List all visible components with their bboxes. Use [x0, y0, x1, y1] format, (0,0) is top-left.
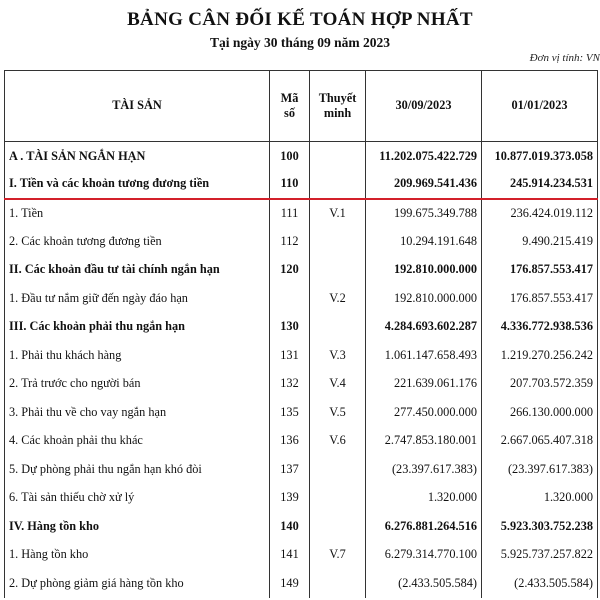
row-note	[310, 455, 366, 484]
row-code: 110	[270, 170, 310, 199]
row-code: 120	[270, 256, 310, 285]
row-note	[310, 484, 366, 513]
row-label: 1. Tiền	[5, 199, 270, 228]
row-label: 2. Các khoản tương đương tiền	[5, 227, 270, 256]
row-code: 141	[270, 541, 310, 570]
row-value-prior: 10.877.019.373.058	[482, 142, 598, 171]
row-code: 139	[270, 484, 310, 513]
table-row	[5, 484, 598, 513]
header-period-prior: 01/01/2023	[482, 71, 598, 142]
header-code	[270, 71, 310, 142]
header-note	[310, 71, 366, 142]
row-value-current: (2.433.505.584)	[366, 569, 482, 598]
balance-sheet-table	[4, 70, 598, 598]
row-note	[310, 142, 366, 171]
row-code: 140	[270, 512, 310, 541]
row-value-prior: (2.433.505.584)	[482, 569, 598, 598]
table-row	[5, 284, 598, 313]
row-code: 111	[270, 199, 310, 228]
row-value-current: 6.279.314.770.100	[366, 541, 482, 570]
currency-unit: Đơn vị tính: VN	[529, 52, 600, 64]
row-label: 6. Tài sản thiếu chờ xử lý	[5, 484, 270, 513]
row-note: V.7	[310, 541, 366, 570]
row-label: 5. Dự phòng phải thu ngắn hạn khó đòi	[5, 455, 270, 484]
row-code: 112	[270, 227, 310, 256]
header-code-line1: Mã	[280, 90, 299, 105]
table-row	[5, 427, 598, 456]
row-value-current: 1.061.147.658.493	[366, 341, 482, 370]
row-note: V.6	[310, 427, 366, 456]
row-note	[310, 227, 366, 256]
row-code: 100	[270, 142, 310, 171]
row-value-current: 277.450.000.000	[366, 398, 482, 427]
row-value-current: 221.639.061.176	[366, 370, 482, 399]
row-label: 1. Đầu tư nắm giữ đến ngày đáo hạn	[5, 284, 270, 313]
row-value-prior: 176.857.553.417	[482, 284, 598, 313]
row-note	[310, 512, 366, 541]
row-value-prior: 236.424.019.112	[482, 199, 598, 228]
report-title: BẢNG CÂN ĐỐI KẾ TOÁN HỢP NHẤT	[127, 9, 473, 30]
row-value-prior: 5.923.303.752.238	[482, 512, 598, 541]
row-label: 4. Các khoản phải thu khác	[5, 427, 270, 456]
table-body	[5, 142, 598, 598]
table-row	[5, 370, 598, 399]
row-code: 135	[270, 398, 310, 427]
row-label: 2. Dự phòng giảm giá hàng tồn kho	[5, 569, 270, 598]
row-value-current: (23.397.617.383)	[366, 455, 482, 484]
row-code: 130	[270, 313, 310, 342]
row-value-prior: 266.130.000.000	[482, 398, 598, 427]
row-label: 3. Phải thu về cho vay ngắn hạn	[5, 398, 270, 427]
row-value-prior: 1.219.270.256.242	[482, 341, 598, 370]
row-value-current: 209.969.541.436	[366, 170, 482, 199]
row-value-prior: 245.914.234.531	[482, 170, 598, 199]
row-label: 1. Hàng tồn kho	[5, 541, 270, 570]
row-label: II. Các khoản đầu tư tài chính ngắn hạn	[5, 256, 270, 285]
header-code-line2: số	[284, 106, 295, 120]
row-code: 131	[270, 341, 310, 370]
row-note: V.5	[310, 398, 366, 427]
table-header-row	[5, 71, 598, 142]
table-row	[5, 569, 598, 598]
report-date: Tại ngày 30 tháng 09 năm 2023	[209, 35, 391, 50]
row-label: 2. Trả trước cho người bán	[5, 370, 270, 399]
table-row	[5, 313, 598, 342]
row-value-current: 2.747.853.180.001	[366, 427, 482, 456]
row-value-prior: 176.857.553.417	[482, 256, 598, 285]
row-value-current: 192.810.000.000	[366, 256, 482, 285]
row-note	[310, 313, 366, 342]
row-value-prior: (23.397.617.383)	[482, 455, 598, 484]
row-label: IV. Hàng tồn kho	[5, 512, 270, 541]
table-row	[5, 398, 598, 427]
row-note	[310, 569, 366, 598]
row-value-prior: 2.667.065.407.318	[482, 427, 598, 456]
row-code: 149	[270, 569, 310, 598]
row-value-prior: 207.703.572.359	[482, 370, 598, 399]
header-note-line1: Thuyết	[318, 90, 357, 105]
table-row	[5, 341, 598, 370]
row-value-current: 11.202.075.422.729	[366, 142, 482, 171]
table-row	[5, 455, 598, 484]
row-note: V.3	[310, 341, 366, 370]
header-note-line2: minh	[323, 106, 352, 120]
row-value-prior: 5.925.737.257.822	[482, 541, 598, 570]
row-value-prior: 9.490.215.419	[482, 227, 598, 256]
row-code: 132	[270, 370, 310, 399]
row-value-prior: 4.336.772.938.536	[482, 313, 598, 342]
row-note: V.4	[310, 370, 366, 399]
row-value-current: 192.810.000.000	[366, 284, 482, 313]
table-row	[5, 227, 598, 256]
row-note: V.2	[310, 284, 366, 313]
table-row	[5, 541, 598, 570]
row-note	[310, 256, 366, 285]
header-asset: TÀI SẢN	[5, 71, 270, 142]
row-value-current: 4.284.693.602.287	[366, 313, 482, 342]
table-row	[5, 199, 598, 228]
row-value-current: 6.276.881.264.516	[366, 512, 482, 541]
row-code: 136	[270, 427, 310, 456]
table-row	[5, 142, 598, 171]
row-note	[310, 170, 366, 199]
table-row	[5, 256, 598, 285]
table-row	[5, 170, 598, 199]
row-code: 137	[270, 455, 310, 484]
row-code	[270, 284, 310, 313]
row-label: III. Các khoản phải thu ngắn hạn	[5, 313, 270, 342]
row-value-current: 1.320.000	[366, 484, 482, 513]
table-row	[5, 512, 598, 541]
row-value-current: 10.294.191.648	[366, 227, 482, 256]
row-label: 1. Phải thu khách hàng	[5, 341, 270, 370]
row-label: I. Tiền và các khoản tương đương tiền	[5, 170, 270, 199]
header-period-current: 30/09/2023	[366, 71, 482, 142]
row-value-prior: 1.320.000	[482, 484, 598, 513]
row-note: V.1	[310, 199, 366, 228]
row-value-current: 199.675.349.788	[366, 199, 482, 228]
row-label: A . TÀI SẢN NGẮN HẠN	[5, 142, 270, 171]
